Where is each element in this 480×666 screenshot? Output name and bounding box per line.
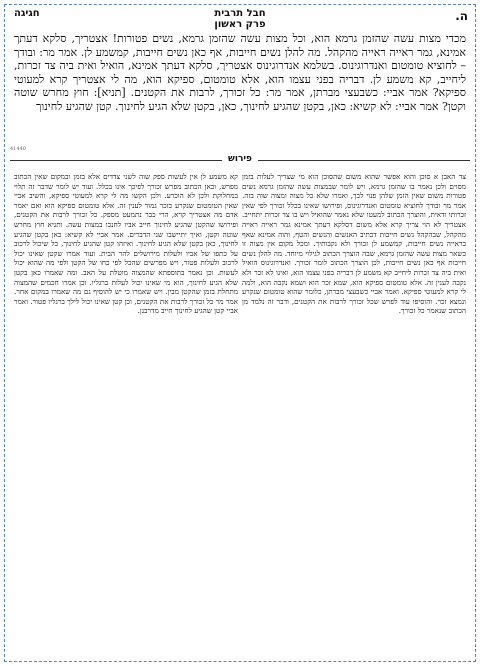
page-reference: 41440 (10, 146, 26, 152)
daf-number: ה. (455, 9, 468, 23)
tractate-name: חגיגה (14, 8, 40, 19)
header-center (10, 8, 470, 30)
gemara-text: מכדי מצות עשה שהזמן גרמא הוא, וכל מצות עשה שהזמן גרמא, נשים פטורות! אצטריך, סלקא דעתך אמינא, גמר ראייה ראייה מהקהל. מה להלן נשים חייבות, אף כאן נשים חייבות, קמשמע לן. אמר מר: ובודך – לחוציא טומטום ואנדרוגינוס. בשלמא אנדרוגינוס אצטריך, סלקא דעתך אמינא, הואיל ואית ביה צד זכרות, ליחייב, קא משמע לן. דבריה בפני עצמו הוא, אלא טומטום, ספיקא הוא, מה לי אצטריך קרא למעוטי ספיקא? אמר אביי: כשבעצי מברתן, אמר מר: כל זכורך, לרבות את הקטנים. [תניא]: חוץ מחרש שוטה וקטן? אמר אביי: לא קשיא: כאן, בקטן שהגיע לחינוך, כאן, בקטן שלא הגיע לחינוך. קטן שהגיע לחינוך (14, 32, 466, 113)
commentary-divider (10, 154, 470, 168)
commentary-right-column: צד האבן א סוכן והוא אפשר שהוא משום שהסוכן הוא מי שצריך לעלות בזמן מסוים ולכן נאמר בו שהזמן גרמא, ויש לומר שבמצות עשה שהזמן גרמא נשים פטורות משום שאין הזמן שלהן פנוי לכך, ואמרו שלא כל מצוה ומצוה שוה בזה. אמר מר ובודך לחוציא טומטום ואנדרוגינוס, ופירושו שאינו בכלל זכורך לפי שאין זכרותו ודאית, והוצרך הכתוב למעטו שלא נאמר שהואיל ויש בו צד זכרות יתחייב. אצטריך לא הוי צריך קרא אלא משום דסלקא דעתך אמינא גמר ראייה ראייה מהקהל, שבהקהל נשים חייבות דכתיב האנשים והנשים והטף, והוה אמינא שאף בראייה נשים חייבות, קמשמע לן זכורך ולא נקבותיך. ומכל מקום אין מצוה זו כשאר מצות עשה שהזמן גרמא, שבה הוצרך הכתוב לגילוי מיוחד. מה להלן נשים חייבות אף כאן נשים חייבות, לכן הוצרך הכתוב לומר זכורך. ואנדרוגינוס הואיל ואית ביה צד זכרות ליחייב קא משמע לן דבריה בפני עצמו הוא, ואינו לא זכר ולא נקבה לענין זה. אלא טומטום ספיקא הוא, שמא זכר הוא ושמא נקבה הוא, ולמה לי קרא למעוטי ספיקא. ואמר אביי כשבעצי מברתן, כלומר שהוא טומטום שנקרע ונמצא זכר. והוסיפו עוד לפרש שכל זכורך לרבות את הקטנים, ודבר זה נלמד מן הכתוב שנאמר כל זכורך. (242, 172, 466, 316)
commentary-left-column: קא משמע לן אין לעשות ספק שוה לשני צדדים אלא בזמן ובמקום שאין הכתוב מפרש, וכאן הכתוב מפרש זכורך לפיכך אינו בכלל. ועוד יש לומר שדבר זה תלוי במחלוקת ולכן לא הוכרע. ולכן הקשו מה לי קרא למעוטי ספיקא, והשיב אביי שאין הטומטום שנקרע כזכר גמור לענין זה. אלא טומטום ספיקא הוא ואם יאמר אדם מה אצטריך קרא, הרי כבר נתמעט מספק. כל זכורך לרבות את הקטנים, ופירושו שהקטן שהגיע לחינוך חייב אביו לחנכו במצות עשה. ותניא חוץ מחרש שוטה וקטן, ואיך יתיישבו שני הדברים. אמר אביי לא קשיא: כאן בקטן שהגיע לחינוך, כאן בקטן שלא הגיע לחינוך. ואיזהו קטן שהגיע לחינוך, כל שיכול לרכוב על כתפו של אביו ולעלות מירושלים להר הבית. ועוד אמרו שקטן שאינו יכול לרכוב ולעלות פטור, ויש מפרשים שהכל לפי כחו של הקטן ולפי מה שהוא יכול לעשות. וכן נאמר בתוספתא שהמצוה מוטלת על האב. ומה שאמרו כאן בקטן שלא הגיע לחינוך, הוא מי שאינו יכול לעלות ברגליו. וכן אמרו חכמים שהמצוה מתחלת בזמן שהקטן מבין. ויש שאמרו כי יש להוסיף גם מה שאמרו במקום אחר. אמר מר כל זכורך לרבות את הקטנים, וכן קטן שאינו יכול לילך ברגליו פטור. ואמר אביי קטן שהגיע לחינוך חייב מדרבנן. (14, 172, 238, 316)
commentary-columns (14, 172, 466, 652)
page-header (10, 6, 470, 30)
section-title: חבל תרבית (214, 8, 266, 19)
chapter-subtitle: פרק ראשון (214, 19, 266, 30)
commentary-title: פירוש (222, 154, 258, 164)
